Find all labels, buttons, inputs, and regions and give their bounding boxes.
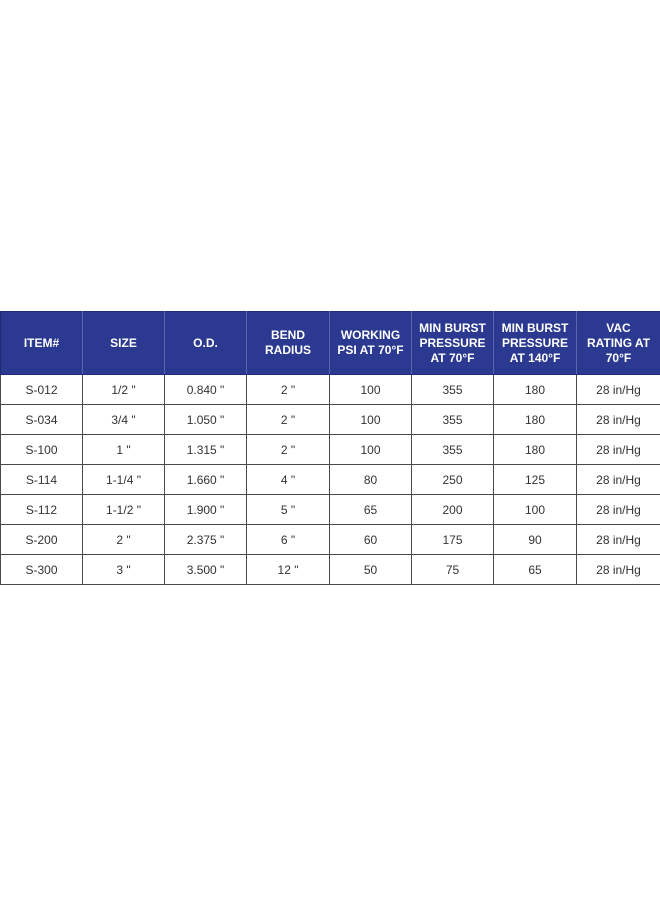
cell-vac-rating: 28 in/Hg xyxy=(577,525,660,555)
table-row xyxy=(1,435,660,465)
cell-od: 0.840 " xyxy=(165,375,247,405)
table-row xyxy=(1,495,660,525)
cell-item: S-300 xyxy=(1,555,83,585)
cell-bend-radius: 2 " xyxy=(247,405,330,435)
cell-size: 1/2 " xyxy=(83,375,165,405)
cell-working-psi: 65 xyxy=(330,495,412,525)
cell-min-burst-70: 355 xyxy=(412,435,494,465)
cell-min-burst-70: 75 xyxy=(412,555,494,585)
cell-working-psi: 80 xyxy=(330,465,412,495)
cell-vac-rating: 28 in/Hg xyxy=(577,435,660,465)
cell-min-burst-140: 180 xyxy=(494,375,577,405)
cell-item: S-100 xyxy=(1,435,83,465)
cell-od: 3.500 " xyxy=(165,555,247,585)
cell-size: 2 " xyxy=(83,525,165,555)
cell-item: S-112 xyxy=(1,495,83,525)
table-row xyxy=(1,405,660,435)
cell-bend-radius: 6 " xyxy=(247,525,330,555)
cell-bend-radius: 12 " xyxy=(247,555,330,585)
cell-min-burst-140: 100 xyxy=(494,495,577,525)
table-row xyxy=(1,525,660,555)
cell-bend-radius: 2 " xyxy=(247,375,330,405)
cell-od: 2.375 " xyxy=(165,525,247,555)
cell-working-psi: 100 xyxy=(330,375,412,405)
header-bend-radius: BEND RADIUS xyxy=(247,312,330,375)
cell-size: 3/4 " xyxy=(83,405,165,435)
cell-od: 1.050 " xyxy=(165,405,247,435)
cell-min-burst-70: 200 xyxy=(412,495,494,525)
cell-size: 1-1/2 " xyxy=(83,495,165,525)
cell-od: 1.315 " xyxy=(165,435,247,465)
cell-min-burst-70: 355 xyxy=(412,375,494,405)
header-vac-rating: VAC RATING AT 70°F xyxy=(577,312,660,375)
cell-vac-rating: 28 in/Hg xyxy=(577,375,660,405)
cell-min-burst-140: 180 xyxy=(494,435,577,465)
table-row xyxy=(1,465,660,495)
cell-working-psi: 60 xyxy=(330,525,412,555)
table-header-row xyxy=(1,312,660,375)
cell-bend-radius: 2 " xyxy=(247,435,330,465)
cell-min-burst-140: 65 xyxy=(494,555,577,585)
cell-min-burst-140: 125 xyxy=(494,465,577,495)
cell-working-psi: 100 xyxy=(330,435,412,465)
cell-bend-radius: 5 " xyxy=(247,495,330,525)
cell-vac-rating: 28 in/Hg xyxy=(577,465,660,495)
cell-size: 3 " xyxy=(83,555,165,585)
cell-min-burst-140: 180 xyxy=(494,405,577,435)
cell-od: 1.900 " xyxy=(165,495,247,525)
header-size: SIZE xyxy=(83,312,165,375)
cell-vac-rating: 28 in/Hg xyxy=(577,495,660,525)
header-min-burst-70: MIN BURST PRESSURE AT 70°F xyxy=(412,312,494,375)
cell-item: S-114 xyxy=(1,465,83,495)
header-working-psi: WORKING PSI AT 70°F xyxy=(330,312,412,375)
hose-spec-table xyxy=(0,311,660,585)
cell-vac-rating: 28 in/Hg xyxy=(577,555,660,585)
cell-size: 1 " xyxy=(83,435,165,465)
cell-min-burst-70: 250 xyxy=(412,465,494,495)
cell-item: S-034 xyxy=(1,405,83,435)
cell-min-burst-140: 90 xyxy=(494,525,577,555)
cell-od: 1.660 " xyxy=(165,465,247,495)
cell-item: S-200 xyxy=(1,525,83,555)
cell-min-burst-70: 355 xyxy=(412,405,494,435)
cell-vac-rating: 28 in/Hg xyxy=(577,405,660,435)
table-row xyxy=(1,555,660,585)
cell-item: S-012 xyxy=(1,375,83,405)
cell-working-psi: 100 xyxy=(330,405,412,435)
table-row xyxy=(1,375,660,405)
cell-size: 1-1/4 " xyxy=(83,465,165,495)
header-item: ITEM# xyxy=(1,312,83,375)
cell-bend-radius: 4 " xyxy=(247,465,330,495)
header-od: O.D. xyxy=(165,312,247,375)
header-min-burst-140: MIN BURST PRESSURE AT 140°F xyxy=(494,312,577,375)
cell-working-psi: 50 xyxy=(330,555,412,585)
cell-min-burst-70: 175 xyxy=(412,525,494,555)
